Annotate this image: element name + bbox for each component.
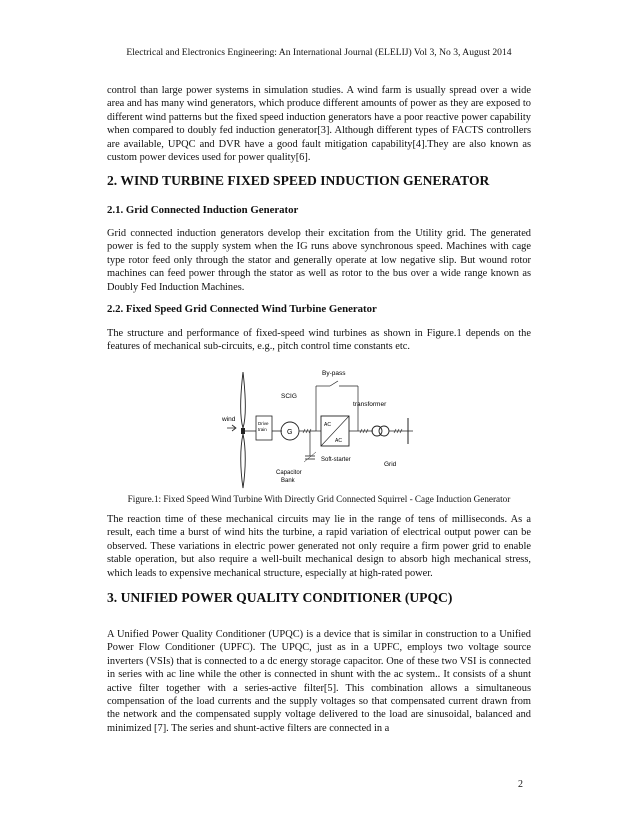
transformer-label: transformer xyxy=(353,401,387,408)
ac-bottom-label: AC xyxy=(335,438,342,444)
ac-top-label: AC xyxy=(324,422,331,428)
soft-starter-label: Soft-starter xyxy=(321,457,351,463)
transformer-coil-right xyxy=(379,426,389,436)
capacitor-label-2: Bank xyxy=(281,478,295,484)
running-header: Electrical and Electronics Engineering: An International Journal (ELELIJ) Vol 3, No 3, August 2014 xyxy=(126,47,512,58)
section-2-2-paragraph: The structure and performance of fixed-speed wind turbines as shown in Figure.1 depends on the features of mechanical sub-circuits, e.g., pitch control time constants etc. xyxy=(107,328,531,353)
figure-caption: Figure.1: Fixed Speed Wind Turbine With Directly Grid Connected Squirrel - Cage Induction Generator xyxy=(127,494,511,504)
grid-label: Grid xyxy=(384,461,397,468)
bypass-label: By-pass xyxy=(322,370,346,377)
turbine-blade-top xyxy=(241,372,246,428)
drive-train-label-1: Drive xyxy=(258,421,269,426)
generator-g-label: G xyxy=(287,429,293,436)
wind-arrow-icon xyxy=(227,425,236,431)
section-2-1-paragraph: Grid connected induction generators develop their excitation from the Utility grid. The generated power is fed to the supply system when the IG runs above synchronous speed. Machines with cage type rotor feed only through the stator and generally operate at low negative slip. But wound rotor machines can feed power through the stator as well as rotor to the bus over a wide range known as Doubly Fed Induction Machines. xyxy=(107,228,531,293)
section-2-1-heading: 2.1. Grid Connected Induction Generator xyxy=(107,204,299,216)
turbine-blade-bottom xyxy=(241,434,246,488)
section-2-2-after-figure-paragraph: The reaction time of these mechanical circuits may lie in the range of tens of milliseconds. As a result, each time a burst of wind hits the turbine, a rapid variation of electrical output power can be observed. These variations in electric power generated not only require a firm power grid to enable stable operation, but also require a well-built mechanical design to absorb high mechanical stress, which leads to expensive mechanical structure, especially at high-rated power. xyxy=(107,514,531,579)
section-2-2-heading: 2.2. Fixed Speed Grid Connected Wind Turbine Generator xyxy=(107,303,377,315)
capacitor-label-1: Capacitor xyxy=(276,470,302,476)
wind-label: wind xyxy=(222,416,236,423)
intro-paragraph: control than large power systems in simulation studies. A wind farm is usually spread over a wide area and has many wind generators, which produce different amounts of power as they are exposed to different wind patterns but the fixed speed induction generators have a poor reactive power capability when compared to doubly fed induction generator[3]. Although different types of FACTS controllers are available, UPQC and DVR have a good fault mitigation capability[4].They are also known as custom power devices used for power quality[6]. xyxy=(107,85,531,164)
scig-label: SCIG xyxy=(281,393,297,400)
section-3-paragraph: A Unified Power Quality Conditioner (UPQC) is a device that is similar in construction to a Unified Power Flow Conditioner (UPFC). The UPQC, just as in a UPFC, employs two voltage source inverters (VSIs) that is connected to a dc energy storage capacitor. One of these two VSI is connected in series with ac line while the other is connected in shunt with the ac system.. It consists of a shunt active filter together with a series-active filter[5]. This combination allows a simultaneous compensation of the load currents and the supply voltages so that compensated current drawn from the network and the compensated supply voltage delivered to the load are sinusoidal, balanced and minimized [7]. The series and shunt-active filters are connected in a xyxy=(107,629,531,734)
page-number: 2 xyxy=(518,779,523,790)
section-2-heading: 2. WIND TURBINE FIXED SPEED INDUCTION GENERATOR xyxy=(107,173,490,188)
section-3-heading: 3. UNIFIED POWER QUALITY CONDITIONER (UPQC) xyxy=(107,590,453,605)
drive-train-label-2: train xyxy=(258,427,267,432)
wind-turbine-diagram xyxy=(218,368,418,490)
turbine-hub xyxy=(241,428,245,434)
